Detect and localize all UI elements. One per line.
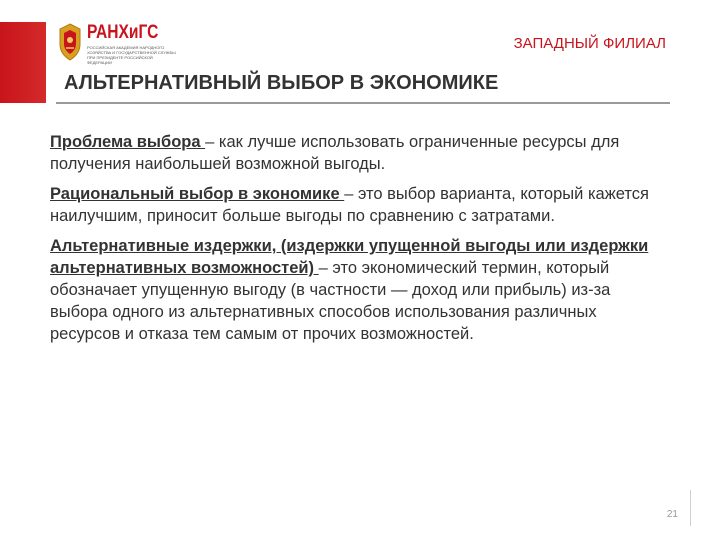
ranepa-logo [56, 22, 176, 66]
term-opportunity-cost: Альтернативные издержки, (издержки упущенной выгоды или издержки альтернативных возможностей) [50, 237, 649, 277]
paragraph-rational-choice [50, 183, 665, 227]
branch-label: ЗАПАДНЫЙ ФИЛИАЛ [513, 35, 666, 52]
term-rational-choice: Рациональный выбор в экономике [50, 185, 345, 203]
emblem-icon [56, 22, 84, 62]
slide-title: АЛЬТЕРНАТИВНЫЙ ВЫБОР В ЭКОНОМИКЕ [64, 72, 499, 94]
term-choice-problem: Проблема выбора [50, 133, 206, 151]
corner-divider [690, 490, 691, 526]
paragraph-choice-problem [50, 131, 665, 175]
definition-opportunity-cost: – это экономический термин, который обозначает упущенную выгоду (в частности — доход или прибыль) из-за выбора одного из альтернативных способов использования различных ресурсов и отказа тем самым от прочих возможностей. [50, 259, 611, 343]
paragraph-opportunity-cost [50, 235, 665, 345]
title-divider [56, 102, 670, 104]
logo-subtitle: РОССИЙСКАЯ АКАДЕМИЯ НАРОДНОГО ХОЗЯЙСТВА И ГОСУДАРСТВЕННОЙ СЛУЖБЫ ПРИ ПРЕЗИДЕНТЕ РОССИЙСКОЙ ФЕДЕРАЦИИ [87, 45, 176, 65]
red-accent-bar [0, 22, 46, 103]
definition-rational-choice: – это выбор варианта, который кажется наилучшим, приносит больше выгоды по сравнению с затратами. [50, 185, 649, 225]
logo-name: РАНХиГС [87, 22, 159, 43]
page-number: 21 [666, 509, 678, 520]
definition-choice-problem: – как лучше использовать ограниченные ресурсы для получения наибольшей возможной выгоды. [50, 133, 620, 173]
slide-body [50, 131, 665, 353]
